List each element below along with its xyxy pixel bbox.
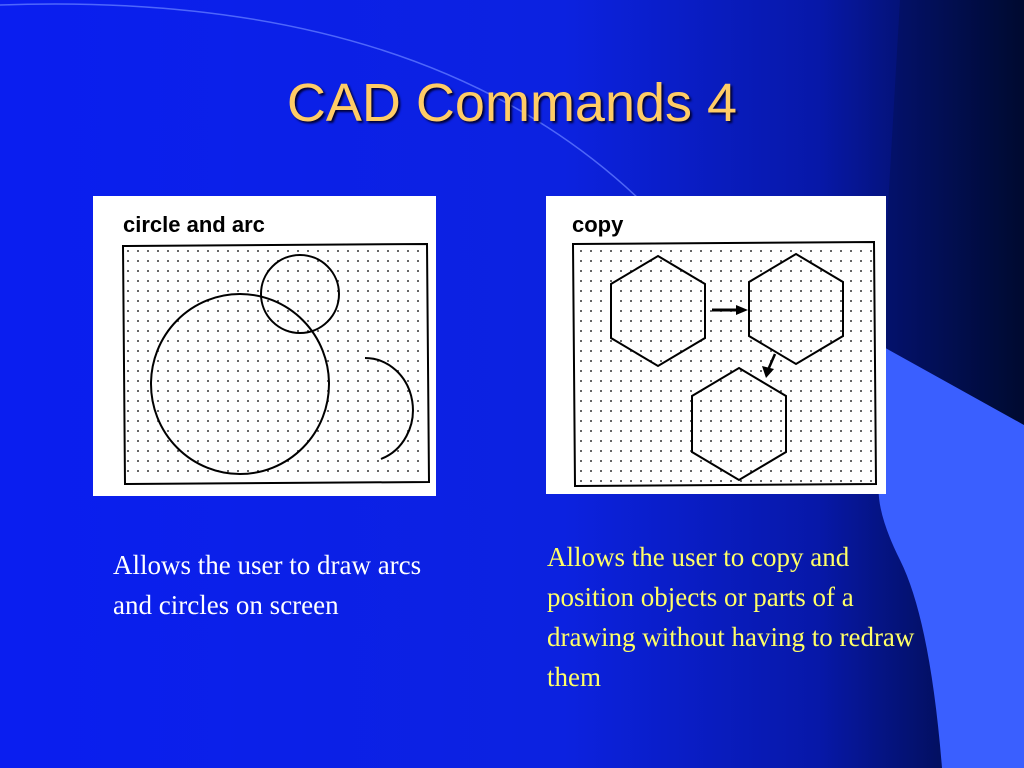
dot-grid (126, 248, 426, 480)
figure-label: circle and arc (123, 212, 265, 237)
circle-and-arc-figure (93, 196, 436, 496)
copy-figure (546, 196, 886, 494)
slide-title: CAD Commands 4 (286, 73, 738, 133)
circle-and-arc-caption: Allows the user to draw arcs and circles on screen (113, 550, 422, 620)
dot-grid (576, 246, 872, 482)
copy-caption: Allows the user to copy and position objects or parts of a drawing without having to redraw them (547, 542, 915, 692)
figure-label: copy (572, 212, 624, 237)
